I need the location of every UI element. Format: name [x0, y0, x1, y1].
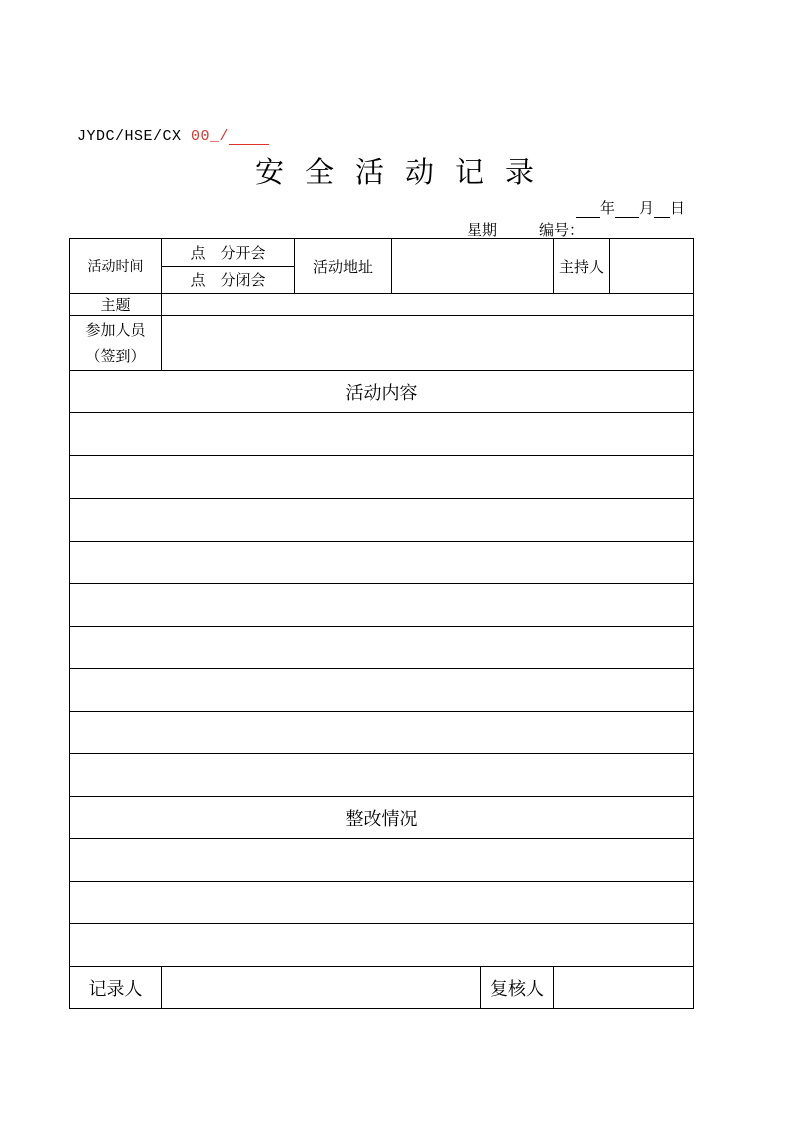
month-label: 月 [638, 199, 654, 217]
topic-value-cell[interactable] [162, 294, 694, 316]
page-title: 安全活动记录 [254, 155, 555, 189]
recorder-value-cell[interactable] [162, 967, 481, 1009]
content-line[interactable] [70, 499, 694, 542]
reviewer-value-cell[interactable] [554, 967, 694, 1009]
rectify-line[interactable] [70, 924, 694, 967]
participants-sign-label: （签到） [85, 347, 146, 365]
content-line[interactable] [70, 627, 694, 669]
content-line[interactable] [70, 584, 694, 627]
rectify-line[interactable] [70, 839, 694, 882]
code-blank [229, 130, 269, 145]
activity-record-table [69, 238, 694, 1009]
week-number-line [467, 219, 584, 240]
content-line[interactable] [70, 712, 694, 754]
content-section-header: 活动内容 [70, 371, 694, 413]
code-serial: 00_/ [191, 128, 230, 145]
location-label-cell: 活动地址 [295, 239, 392, 294]
year-blank [576, 203, 600, 218]
number-label: 编号： [539, 221, 585, 239]
rectify-line[interactable] [70, 882, 694, 924]
day-blank [654, 203, 670, 218]
host-value-cell[interactable] [610, 239, 694, 294]
participants-label-cell [70, 316, 162, 371]
host-label-cell: 主持人 [554, 239, 610, 294]
topic-label-cell: 主题 [70, 294, 162, 316]
year-label: 年 [599, 199, 615, 217]
recorder-label-cell: 记录人 [70, 967, 162, 1009]
content-line[interactable] [70, 413, 694, 456]
location-value-cell[interactable] [392, 239, 554, 294]
month-blank [615, 203, 639, 218]
date-line [576, 197, 685, 218]
participants-value-cell[interactable] [162, 316, 694, 371]
reviewer-label-cell: 复核人 [481, 967, 554, 1009]
content-line[interactable] [70, 456, 694, 499]
participants-label: 参加人员 [85, 321, 146, 339]
day-label: 日 [669, 199, 685, 217]
content-line[interactable] [70, 669, 694, 712]
document-code [77, 128, 269, 145]
time-label-cell: 活动时间 [70, 239, 162, 294]
content-line[interactable] [70, 542, 694, 584]
content-line[interactable] [70, 754, 694, 797]
end-time-cell[interactable]: 点 分闭会 [162, 267, 295, 294]
code-prefix: JYDC/HSE/CX [77, 128, 182, 145]
week-label: 星期 [467, 221, 498, 239]
start-time-cell[interactable]: 点 分开会 [162, 239, 295, 267]
rectify-section-header: 整改情况 [70, 797, 694, 839]
